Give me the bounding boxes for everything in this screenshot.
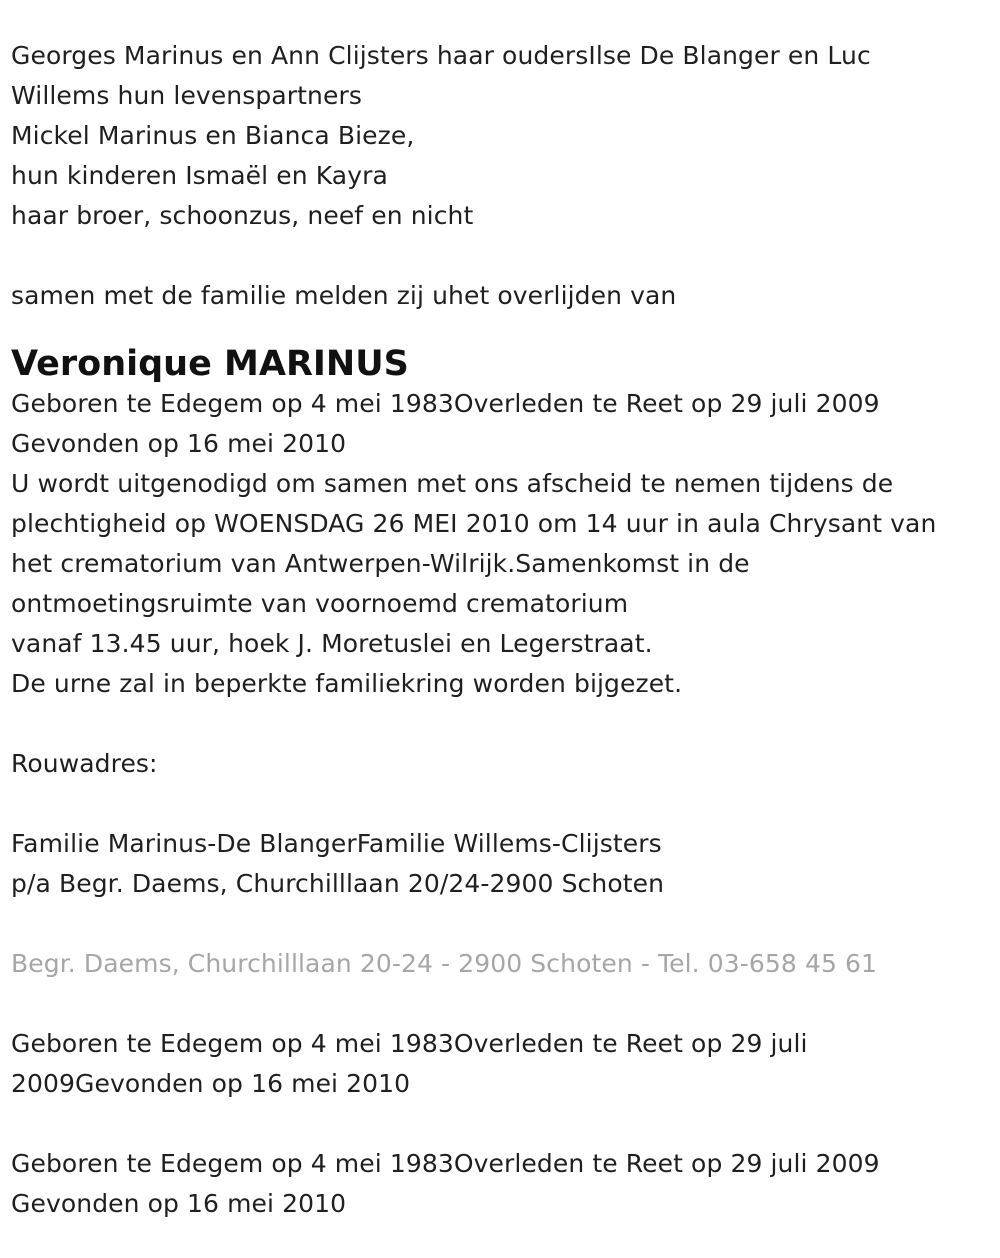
details-line: U wordt uitgenodigd om samen met ons afscheid te nemen tijdens de bbox=[11, 469, 894, 498]
dates-line: Geboren te Edegem op 4 mei 1983Overleden te Reet op 29 juli 2009 bbox=[11, 1149, 880, 1178]
spacer bbox=[11, 784, 991, 824]
address-label: Rouwadres: bbox=[11, 749, 158, 778]
dates-line: Geboren te Edegem op 4 mei 1983Overleden te Reet op 29 juli bbox=[11, 1029, 808, 1058]
spacer bbox=[11, 904, 991, 944]
details-line: ontmoetingsruimte van voornoemd crematorium bbox=[11, 589, 629, 618]
spacer bbox=[11, 236, 991, 276]
details-line: Geboren te Edegem op 4 mei 1983Overleden te Reet op 29 juli 2009 bbox=[11, 389, 880, 418]
spacer bbox=[11, 704, 991, 744]
details-line: plechtigheid op WOENSDAG 26 MEI 2010 om 14 uur in aula Chrysant van bbox=[11, 509, 937, 538]
announcement-text: samen met de familie melden zij uhet overlijden van bbox=[11, 281, 677, 310]
details-line: het crematorium van Antwerpen-Wilrijk.Samenkomst in de bbox=[11, 549, 750, 578]
family-line: hun kinderen Ismaël en Kayra bbox=[11, 161, 388, 190]
family-line: Georges Marinus en Ann Clijsters haar oudersIlse De Blanger en Luc bbox=[11, 41, 871, 70]
dates-line: 2009Gevonden op 16 mei 2010 bbox=[11, 1069, 411, 1098]
family-line: Mickel Marinus en Bianca Bieze, bbox=[11, 121, 415, 150]
details-line: vanaf 13.45 uur, hoek J. Moretuslei en Legerstraat. bbox=[11, 629, 653, 658]
funeral-home-contact: Begr. Daems, Churchilllaan 20-24 - 2900 Schoten - Tel. 03-658 45 61 bbox=[11, 949, 878, 978]
details-section bbox=[11, 384, 991, 704]
spacer bbox=[11, 1104, 991, 1144]
address-line: p/a Begr. Daems, Churchilllaan 20/24-2900 Schoten bbox=[11, 869, 665, 898]
spacer bbox=[11, 984, 991, 1024]
obituary-notice bbox=[11, 36, 991, 1224]
address-line: Familie Marinus-De BlangerFamilie Willems-Clijsters bbox=[11, 829, 662, 858]
family-line: haar broer, schoonzus, neef en nicht bbox=[11, 201, 474, 230]
family-line: Willems hun levenspartners bbox=[11, 81, 362, 110]
repeat-dates-block-2 bbox=[11, 1144, 991, 1224]
family-section bbox=[11, 36, 991, 236]
details-line: De urne zal in beperkte familiekring worden bijgezet. bbox=[11, 669, 683, 698]
address-section bbox=[11, 824, 991, 904]
dates-line: Gevonden op 16 mei 2010 bbox=[11, 1189, 347, 1218]
deceased-name: Veronique MARINUS bbox=[11, 344, 409, 384]
details-line: Gevonden op 16 mei 2010 bbox=[11, 429, 347, 458]
repeat-dates-block-1 bbox=[11, 1024, 991, 1104]
